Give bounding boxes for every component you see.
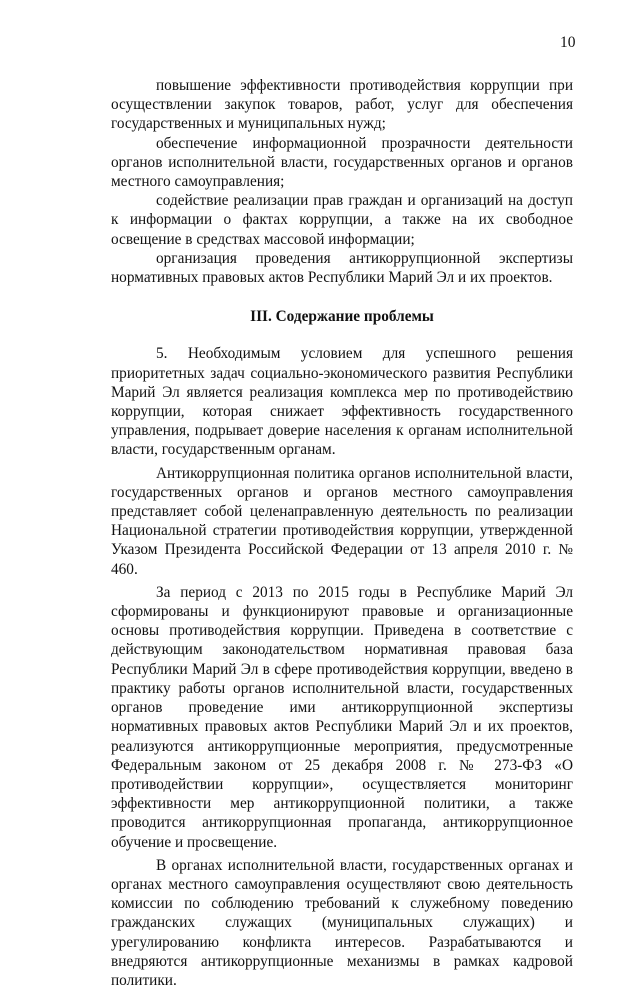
list-item: обеспечение информационной прозрачности деятельности органов исполнительной власти, государственных органов и органов местного самоуправления;: [111, 134, 573, 191]
paragraph: Антикоррупционная политика органов исполнительной власти, государственных органов и органов местного самоуправления представляет собой целенаправленную деятельность по реализации Национальной стратегии противодействия коррупции, утвержденной Указом Президента Российской Федерации от 13 апреля 2010 г. № 460.: [111, 464, 573, 578]
document-body: [111, 76, 573, 990]
paragraph: За период с 2013 по 2015 годы в Республике Марий Эл сформированы и функционируют правовые и организационные основы противодействия коррупции. Приведена в соответствие с действующим законодательством нормативная правовая база Республики Марий Эл в сфере противодействия коррупции, введено в практику работы органов исполнительной власти, государственных органов проведение ими антикоррупционной экспертизы нормативных правовых актов Республики Марий Эл и их проектов, реализуются антикоррупционные мероприятия, предусмотренные Федеральным законом от 25 декабря 2008 г. № 273-ФЗ «О противодействии коррупции», осуществляется мониторинг эффективности мер антикоррупционной политики, а также проводится антикоррупционная пропаганда, антикоррупционное обучение и просвещение.: [111, 583, 573, 851]
paragraph: 5. Необходимым условием для успешного решения приоритетных задач социально-экономического развития Республики Марий Эл является реализация комплекса мер по противодействию коррупции, которая снижает эффективность государственного управления, подрывает доверие населения к органам исполнительной власти, государственным органам.: [111, 345, 573, 459]
list-item: содействие реализации прав граждан и организаций на доступ к информации о фактах коррупции, а также на их свободное освещение в средствах массовой информации;: [111, 192, 573, 248]
paragraph: В органах исполнительной власти, государственных органах и органах местного самоуправления осуществляют свою деятельность комиссии по соблюдению требований к служебному поведению гражданских служащих (муниципальных служащих) и урегулированию конфликта интересов. Разрабатываются и внедряются антикоррупционные механизмы в рамках кадровой политики.: [111, 856, 573, 989]
list-item: повышение эффективности противодействия коррупции при осуществлении закупок товаров, работ, услуг для обеспечения государственных и муниципальных нужд;: [111, 77, 573, 133]
section-heading: III. Содержание проблемы: [250, 308, 434, 326]
list-item: организация проведения антикоррупционной экспертизы нормативных правовых актов Республики Марий Эл и их проектов.: [111, 249, 573, 287]
page-number: 10: [560, 34, 576, 51]
